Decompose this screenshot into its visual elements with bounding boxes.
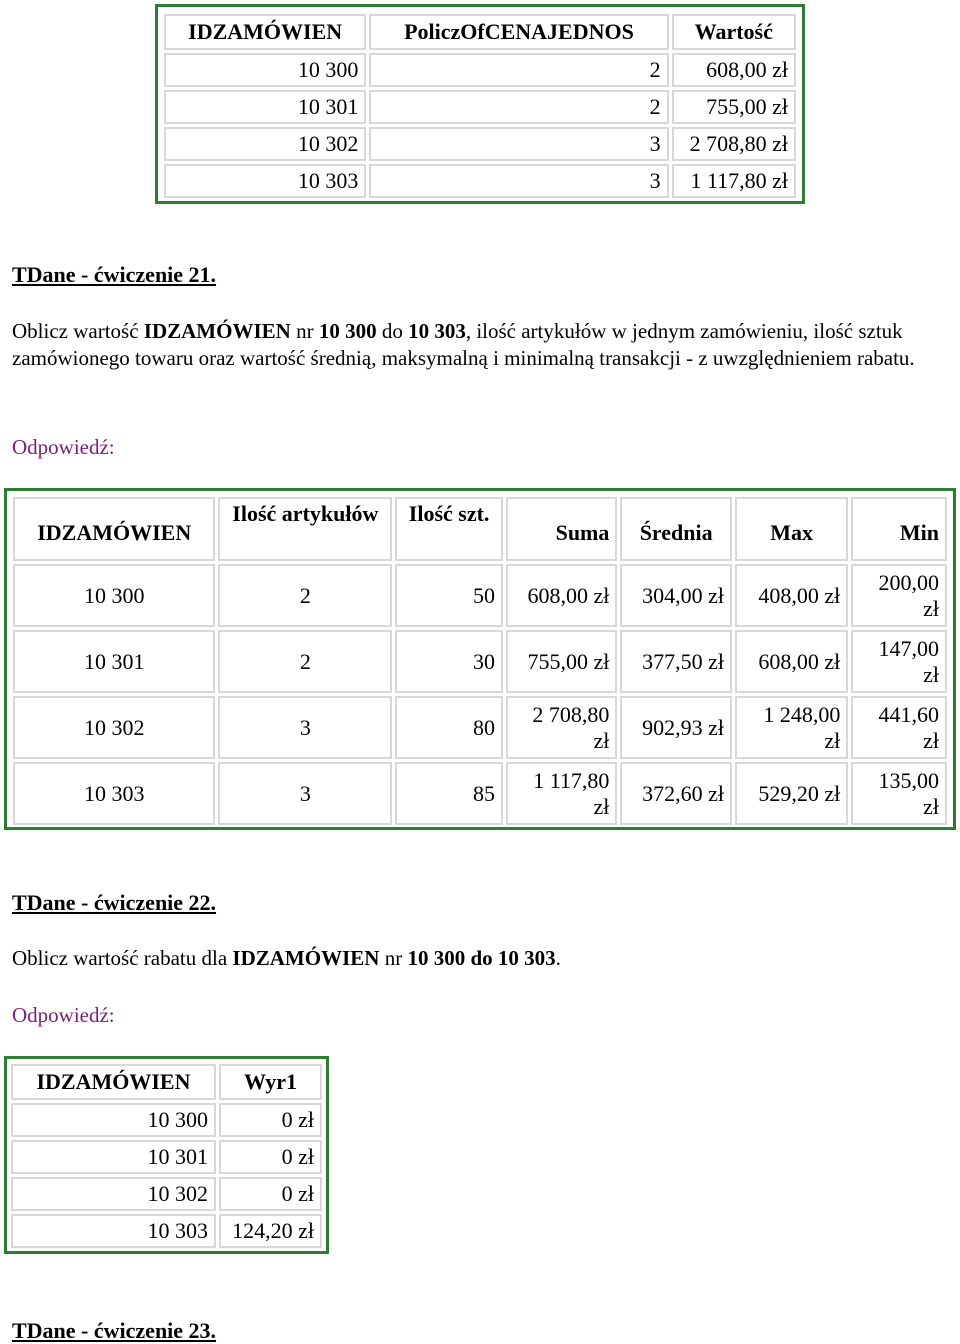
cell-id: 10 300 [11,1103,216,1137]
text-part: do [376,319,409,343]
orders-value-grid [161,11,799,201]
cell-quantity: 85 [395,762,503,825]
table-row [13,564,947,627]
table-row [13,630,947,693]
table-row [11,1214,322,1248]
cell-value: 608,00 zł [672,53,796,87]
cell-count: 3 [369,164,668,198]
orders-stats-table [4,488,956,830]
cell-id: 10 303 [164,164,366,198]
cell-count: 3 [369,127,668,161]
cell-value: 1 117,80 zł [672,164,796,198]
text-part-bold: 10 300 do 10 303 [407,946,556,970]
cell-sum: 2 708,80 zł [506,696,617,759]
text-part: Oblicz wartość [12,319,144,343]
text-part: , ilość artykułów w jednym zamówieniu, ilość sztuk zamówionego towaru oraz wartość średnią, maksymalną i minimalną transakcji - z uwzględnieniem rabatu. [12,319,915,370]
cell-count: 2 [369,53,668,87]
table-row [164,127,796,161]
cell-articles: 2 [218,630,392,693]
text-part: nr [290,319,319,343]
exercise-21-text [12,318,952,372]
cell-id: 10 300 [13,564,215,627]
discount-table [4,1056,329,1254]
orders-stats-grid [10,494,950,828]
exercise-22-heading: TDane - ćwiczenie 22. [12,890,217,915]
col-header-srednia: Średnia [620,497,732,561]
cell-quantity: 80 [395,696,503,759]
cell-discount: 0 zł [219,1140,322,1174]
cell-id: 10 301 [11,1140,216,1174]
cell-discount: 124,20 zł [219,1214,322,1248]
text-part-bold: 10 303 [408,319,466,343]
exercise-22-text [12,945,952,972]
col-header-idzamowien: IDZAMÓWIEN [13,497,215,561]
cell-average: 902,93 zł [620,696,732,759]
table-row [11,1103,322,1137]
cell-min: 135,00 zł [851,762,947,825]
cell-sum: 755,00 zł [506,630,617,693]
text-part-bold: IDZAMÓWIEN [232,946,380,970]
table-row [11,1140,322,1174]
text-part-bold: 10 300 [318,319,377,343]
cell-max: 608,00 zł [735,630,848,693]
col-header-wyr1: Wyr1 [219,1064,322,1100]
cell-id: 10 302 [11,1177,216,1211]
cell-average: 304,00 zł [620,564,732,627]
col-header-ilosc-artykulow: Ilość artykułów [218,497,392,561]
col-header-suma: Suma [506,497,617,561]
text-part: nr [379,946,408,970]
exercise-21-answer-label: Odpowiedź: [12,435,115,459]
discount-grid [8,1061,325,1251]
cell-id: 10 302 [164,127,366,161]
cell-value: 2 708,80 zł [672,127,796,161]
cell-id: 10 301 [164,90,366,124]
cell-min: 147,00 zł [851,630,947,693]
cell-count: 2 [369,90,668,124]
cell-id: 10 301 [13,630,215,693]
cell-articles: 3 [218,696,392,759]
col-header-idzamowien: IDZAMÓWIEN [164,14,366,50]
col-header-idzamowien: IDZAMÓWIEN [11,1064,216,1100]
cell-discount: 0 zł [219,1103,322,1137]
cell-id: 10 300 [164,53,366,87]
exercise-23-heading: TDane - ćwiczenie 23. [12,1318,217,1343]
orders-value-table [155,4,805,204]
cell-max: 1 248,00 zł [735,696,848,759]
cell-min: 441,60 zł [851,696,947,759]
table-row [13,762,947,825]
col-header-max: Max [735,497,848,561]
col-header-policzof: PoliczOfCENAJEDNOS [369,14,668,50]
table-row [164,53,796,87]
cell-sum: 1 117,80 zł [506,762,617,825]
table-row [164,90,796,124]
cell-average: 377,50 zł [620,630,732,693]
exercise-22-answer-label: Odpowiedź: [12,1003,115,1027]
text-part: . [555,946,561,970]
cell-quantity: 50 [395,564,503,627]
cell-quantity: 30 [395,630,503,693]
cell-average: 372,60 zł [620,762,732,825]
cell-value: 755,00 zł [672,90,796,124]
col-header-ilosc-szt: Ilość szt. [395,497,503,561]
cell-id: 10 303 [11,1214,216,1248]
cell-min: 200,00 zł [851,564,947,627]
cell-articles: 3 [218,762,392,825]
col-header-min: Min [851,497,947,561]
exercise-21-heading: TDane - ćwiczenie 21. [12,262,217,287]
cell-max: 529,20 zł [735,762,848,825]
col-header-wartosc: Wartość [672,14,796,50]
cell-id: 10 302 [13,696,215,759]
cell-sum: 608,00 zł [506,564,617,627]
text-part: Oblicz wartość rabatu dla [12,946,233,970]
text-part-bold: IDZAMÓWIEN [143,319,291,343]
table-row [164,164,796,198]
table-row [13,696,947,759]
cell-articles: 2 [218,564,392,627]
table-row [11,1177,322,1211]
cell-max: 408,00 zł [735,564,848,627]
cell-discount: 0 zł [219,1177,322,1211]
cell-id: 10 303 [13,762,215,825]
